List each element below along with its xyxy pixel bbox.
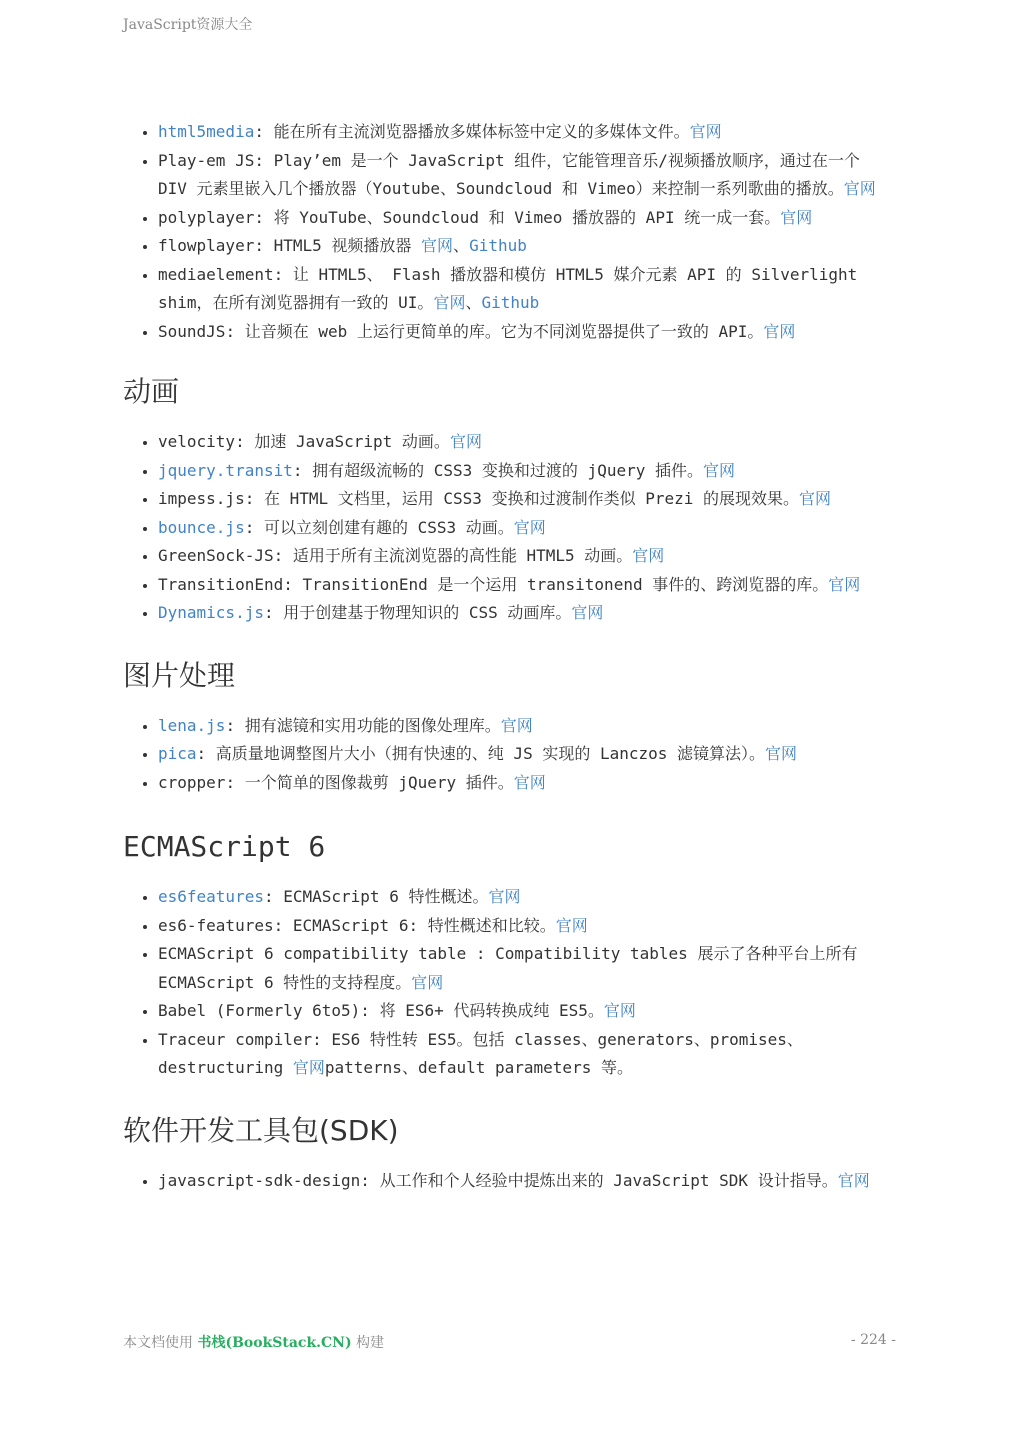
official-site-link[interactable]: 官网 xyxy=(780,207,813,227)
item-name-link[interactable]: html5media xyxy=(158,122,255,141)
github-link[interactable]: Github xyxy=(469,236,527,255)
official-site-link[interactable]: 官网 xyxy=(571,603,604,622)
item-name: Traceur compiler xyxy=(158,1029,313,1049)
list-item xyxy=(158,204,898,233)
separator: 、 xyxy=(465,293,482,312)
list-item xyxy=(158,997,898,1026)
list-item xyxy=(158,147,898,204)
item-desc: : 用于创建基于物理知识的 CSS 动画库。 xyxy=(263,603,572,622)
item-name: mediaelement xyxy=(158,264,274,284)
list-item xyxy=(158,542,898,571)
item-desc: : ES6 特性转 ES5。包括 classes、generators、promises、destructuring xyxy=(158,1029,803,1077)
item-desc: : 可以立刻创建有趣的 CSS3 动画。 xyxy=(244,517,514,537)
item-name-link[interactable]: jquery.transit xyxy=(158,460,293,480)
list-item xyxy=(158,485,898,514)
list-animation xyxy=(123,428,898,628)
list-item xyxy=(158,769,898,798)
item-name: polyplayer xyxy=(158,207,255,227)
item-desc: : 加速 JavaScript 动画。 xyxy=(235,432,450,451)
item-name-link[interactable]: lena.js xyxy=(158,715,226,735)
item-desc: : Compatibility tables 展示了各种平台上所有 ECMAScript 6 特性的支持程度。 xyxy=(158,944,858,992)
list-media xyxy=(123,118,898,346)
item-name: cropper xyxy=(158,772,226,792)
list-item xyxy=(158,318,898,347)
official-site-link[interactable]: 官网 xyxy=(500,715,533,735)
list-item xyxy=(158,1026,898,1083)
official-site-link[interactable]: 官网 xyxy=(513,517,546,537)
list-item xyxy=(158,883,898,912)
item-desc: : 让音频在 web 上运行更简单的库。它为不同浏览器提供了一致的 API。 xyxy=(225,321,764,341)
list-item xyxy=(158,514,898,543)
list-item xyxy=(158,940,898,997)
official-site-link[interactable]: 官网 xyxy=(555,915,588,935)
item-name: es6-features xyxy=(158,915,274,935)
official-site-link[interactable]: 官网 xyxy=(433,293,466,312)
official-site-link[interactable]: 官网 xyxy=(843,179,876,198)
item-desc: : Play’em 是一个 JavaScript 组件，它能管理音乐/视频播放顺序，通过在一个 DIV 元素里嵌入几个播放器（Youtube、Soundcloud 和 Vimeo）来控制一系列歌曲的播放。 xyxy=(158,150,860,198)
official-site-link[interactable]: 官网 xyxy=(603,1001,636,1020)
list-item xyxy=(158,118,898,147)
official-site-link[interactable]: 官网 xyxy=(837,1170,870,1190)
item-name: ECMAScript 6 compatibility table xyxy=(158,944,476,963)
separator: 、 xyxy=(453,236,470,255)
official-site-link[interactable]: 官网 xyxy=(421,236,454,255)
item-name: impess.js xyxy=(158,489,245,508)
section-title-animation: 动画 xyxy=(123,375,180,408)
item-name: Play-em JS xyxy=(158,150,255,170)
official-site-link[interactable]: 官网 xyxy=(449,432,482,451)
footer-brand-link[interactable]: 书栈(BookStack.CN) xyxy=(197,1335,352,1351)
list-item xyxy=(158,232,898,261)
footer-prefix: 本文档使用 xyxy=(123,1335,198,1351)
item-name: velocity xyxy=(158,432,236,451)
list-sdk xyxy=(123,1167,898,1196)
official-site-link[interactable]: 官网 xyxy=(763,321,796,341)
page-number: - 224 - xyxy=(850,1332,896,1348)
official-site-link[interactable]: 官网 xyxy=(411,972,444,992)
item-desc: : 让 HTML5、 Flash 播放器和模仿 HTML5 媒介元素 API 的 Silverlight shim，在所有浏览器拥有一致的 UI。 xyxy=(158,264,858,312)
item-desc: : 高质量地调整图片大小（拥有快速的、纯 JS 实现的 Lanczos 滤镜算法）。 xyxy=(196,744,766,763)
item-desc: : 拥有滤镜和实用功能的图像处理库。 xyxy=(225,715,501,735)
official-site-link[interactable]: 官网 xyxy=(488,887,521,906)
list-item xyxy=(158,740,898,769)
list-item xyxy=(158,457,898,486)
item-desc: : ECMAScript 6: 特性概述和比较。 xyxy=(273,915,556,935)
item-name-link[interactable]: es6features xyxy=(158,887,264,906)
item-name-link[interactable]: pica xyxy=(158,744,197,763)
item-name: TransitionEnd xyxy=(158,574,284,594)
item-name-link[interactable]: Dynamics.js xyxy=(158,603,264,622)
item-desc: : 将 ES6+ 代码转换成纯 ES5。 xyxy=(360,1001,604,1020)
item-desc: : 能在所有主流浏览器播放多媒体标签中定义的多媒体文件。 xyxy=(254,122,690,141)
list-item xyxy=(158,712,898,741)
official-site-link[interactable]: 官网 xyxy=(765,744,798,763)
list-item xyxy=(158,1167,898,1196)
official-site-link[interactable]: 官网 xyxy=(513,772,546,792)
list-item xyxy=(158,571,898,600)
item-name: Babel (Formerly 6to5) xyxy=(158,1001,361,1020)
item-desc: : 拥有超级流畅的 CSS3 变换和过渡的 jQuery 插件。 xyxy=(292,460,703,480)
list-item xyxy=(158,912,898,941)
item-desc: : TransitionEnd 是一个运用 transitonend 事件的、跨浏览器的库。 xyxy=(283,574,829,594)
item-desc: : 从工作和个人经验中提炼出来的 JavaScript SDK 设计指导。 xyxy=(360,1170,838,1190)
footer-suffix: 构建 xyxy=(351,1335,385,1351)
github-link[interactable]: Github xyxy=(481,293,540,312)
list-image-processing xyxy=(123,712,898,798)
official-site-link[interactable]: 官网 xyxy=(632,546,665,565)
section-title-image-processing: 图片处理 xyxy=(123,658,236,692)
official-site-link[interactable]: 官网 xyxy=(703,460,736,480)
item-desc-tail: patterns、default parameters 等。 xyxy=(324,1058,633,1077)
item-name: javascript-sdk-design xyxy=(158,1170,361,1190)
section-title-sdk: 软件开发工具包(SDK) xyxy=(123,1113,399,1147)
item-name-link[interactable]: bounce.js xyxy=(158,517,245,537)
official-site-link[interactable]: 官网 xyxy=(292,1058,325,1077)
item-name: flowplayer xyxy=(158,236,255,255)
section-title-ecmascript6: ECMAScript 6 xyxy=(123,830,326,863)
list-item xyxy=(158,428,898,457)
item-name: SoundJS xyxy=(158,321,226,341)
running-header: JavaScript资源大全 xyxy=(123,17,253,33)
item-desc: : HTML5 视频播放器 xyxy=(254,236,422,255)
running-footer xyxy=(123,1332,896,1352)
item-desc: : 在 HTML 文档里，运用 CSS3 变换和过渡制作类似 Prezi 的展现效果。 xyxy=(244,489,799,508)
item-desc: : 适用于所有主流浏览器的高性能 HTML5 动画。 xyxy=(273,546,633,565)
official-site-link[interactable]: 官网 xyxy=(799,489,832,508)
item-desc: : 一个简单的图像裁剪 jQuery 插件。 xyxy=(225,772,514,792)
item-name: GreenSock-JS xyxy=(158,546,274,565)
official-site-link[interactable]: 官网 xyxy=(828,574,861,594)
item-desc: : 将 YouTube、Soundcloud 和 Vimeo 播放器的 API 统一成一套。 xyxy=(254,207,781,227)
item-desc: : ECMAScript 6 特性概述。 xyxy=(263,887,489,906)
content xyxy=(123,118,898,1195)
list-item xyxy=(158,261,898,318)
list-item xyxy=(158,599,898,628)
list-ecmascript6 xyxy=(123,883,898,1083)
official-site-link[interactable]: 官网 xyxy=(689,122,722,141)
